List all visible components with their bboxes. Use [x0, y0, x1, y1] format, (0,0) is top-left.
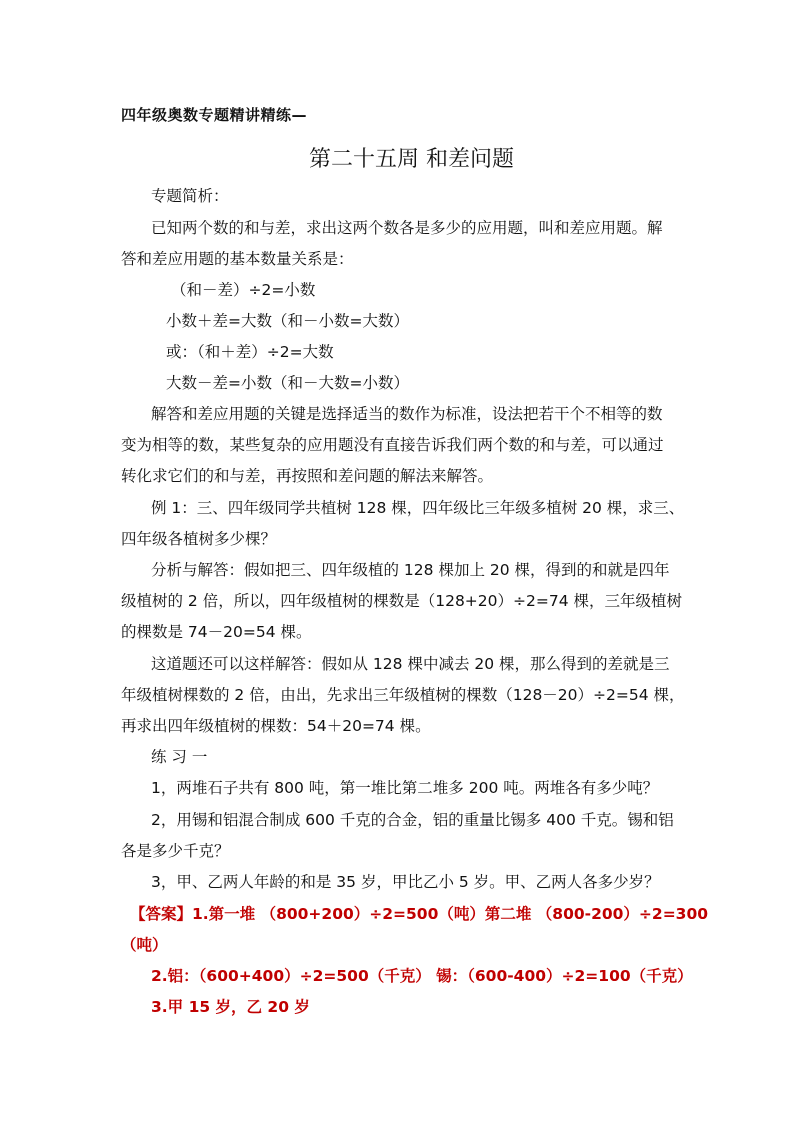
key-paragraph-line: 转化求它们的和与差，再按照和差问题的解法来解答。: [121, 467, 494, 485]
answer-line: （吨）: [121, 936, 168, 954]
section-label: 专题简析：: [151, 187, 229, 205]
intro-line: 已知两个数的和与差，求出这两个数各是多少的应用题，叫和差应用题。解: [151, 219, 663, 237]
key-paragraph-line: 变为相等的数，某些复杂的应用题没有直接告诉我们两个数的和与差，可以通过: [121, 436, 664, 454]
formula-line: 或：（和＋差）÷2=大数: [166, 343, 334, 361]
exercise-line: 各是多少千克？: [121, 842, 230, 860]
key-paragraph-line: 解答和差应用题的关键是选择适当的数作为标准，设法把若干个不相等的数: [151, 405, 663, 423]
example-line: 例 1：三、四年级同学共植树 128 棵，四年级比三年级多植树 20 棵，求三、: [151, 499, 685, 517]
example-line: 四年级各植树多少棵？: [121, 530, 277, 548]
formula-line: （和－差）÷2=小数: [171, 281, 316, 299]
practice-heading: 练 习 一: [151, 748, 208, 766]
exercise-line: 2，用锡和铝混合制成 600 千克的合金，铝的重量比锡多 400 千克。锡和铝: [151, 811, 674, 829]
analysis-line: 的棵数是 74－20=54 棵。: [121, 623, 312, 641]
formula-line: 大数－差=小数（和－大数=小数）: [166, 374, 409, 392]
alt-solution-line: 年级植树棵数的 2 倍，由出，先求出三年级植树的棵数（128－20）÷2=54 棵，: [121, 686, 685, 704]
formula-line: 小数＋差=大数（和－小数=大数）: [166, 312, 409, 330]
page-title: 第二十五周 和差问题: [309, 147, 514, 172]
intro-line: 答和差应用题的基本数量关系是：: [121, 250, 354, 268]
exercise-line: 3，甲、乙两人年龄的和是 35 岁，甲比乙小 5 岁。甲、乙两人各多少岁？: [151, 873, 660, 891]
analysis-line: 级植树的 2 倍，所以，四年级植树的棵数是（128+20）÷2=74 棵，三年级植树: [121, 592, 682, 610]
alt-solution-line: 再求出四年级植树的棵数：54＋20=74 棵。: [121, 717, 431, 735]
answer-line: 3.甲 15 岁，乙 20 岁: [151, 998, 310, 1016]
answer-line: 【答案】1.第一堆 （800+200）÷2=500（吨）第二堆 （800-200）÷2=300: [130, 905, 709, 923]
exercise-line: 1，两堆石子共有 800 吨，第一堆比第二堆多 200 吨。两堆各有多少吨？: [151, 779, 659, 797]
alt-solution-line: 这道题还可以这样解答：假如从 128 棵中减去 20 棵，那么得到的差就是三: [151, 655, 670, 673]
page-header: 四年级奥数专题精讲精练—: [121, 106, 308, 124]
answer-line: 2.铝：（600+400）÷2=500（千克） 锡：（600-400）÷2=100（千克）: [151, 967, 693, 985]
analysis-line: 分析与解答：假如把三、四年级植的 128 棵加上 20 棵，得到的和就是四年: [151, 561, 670, 579]
